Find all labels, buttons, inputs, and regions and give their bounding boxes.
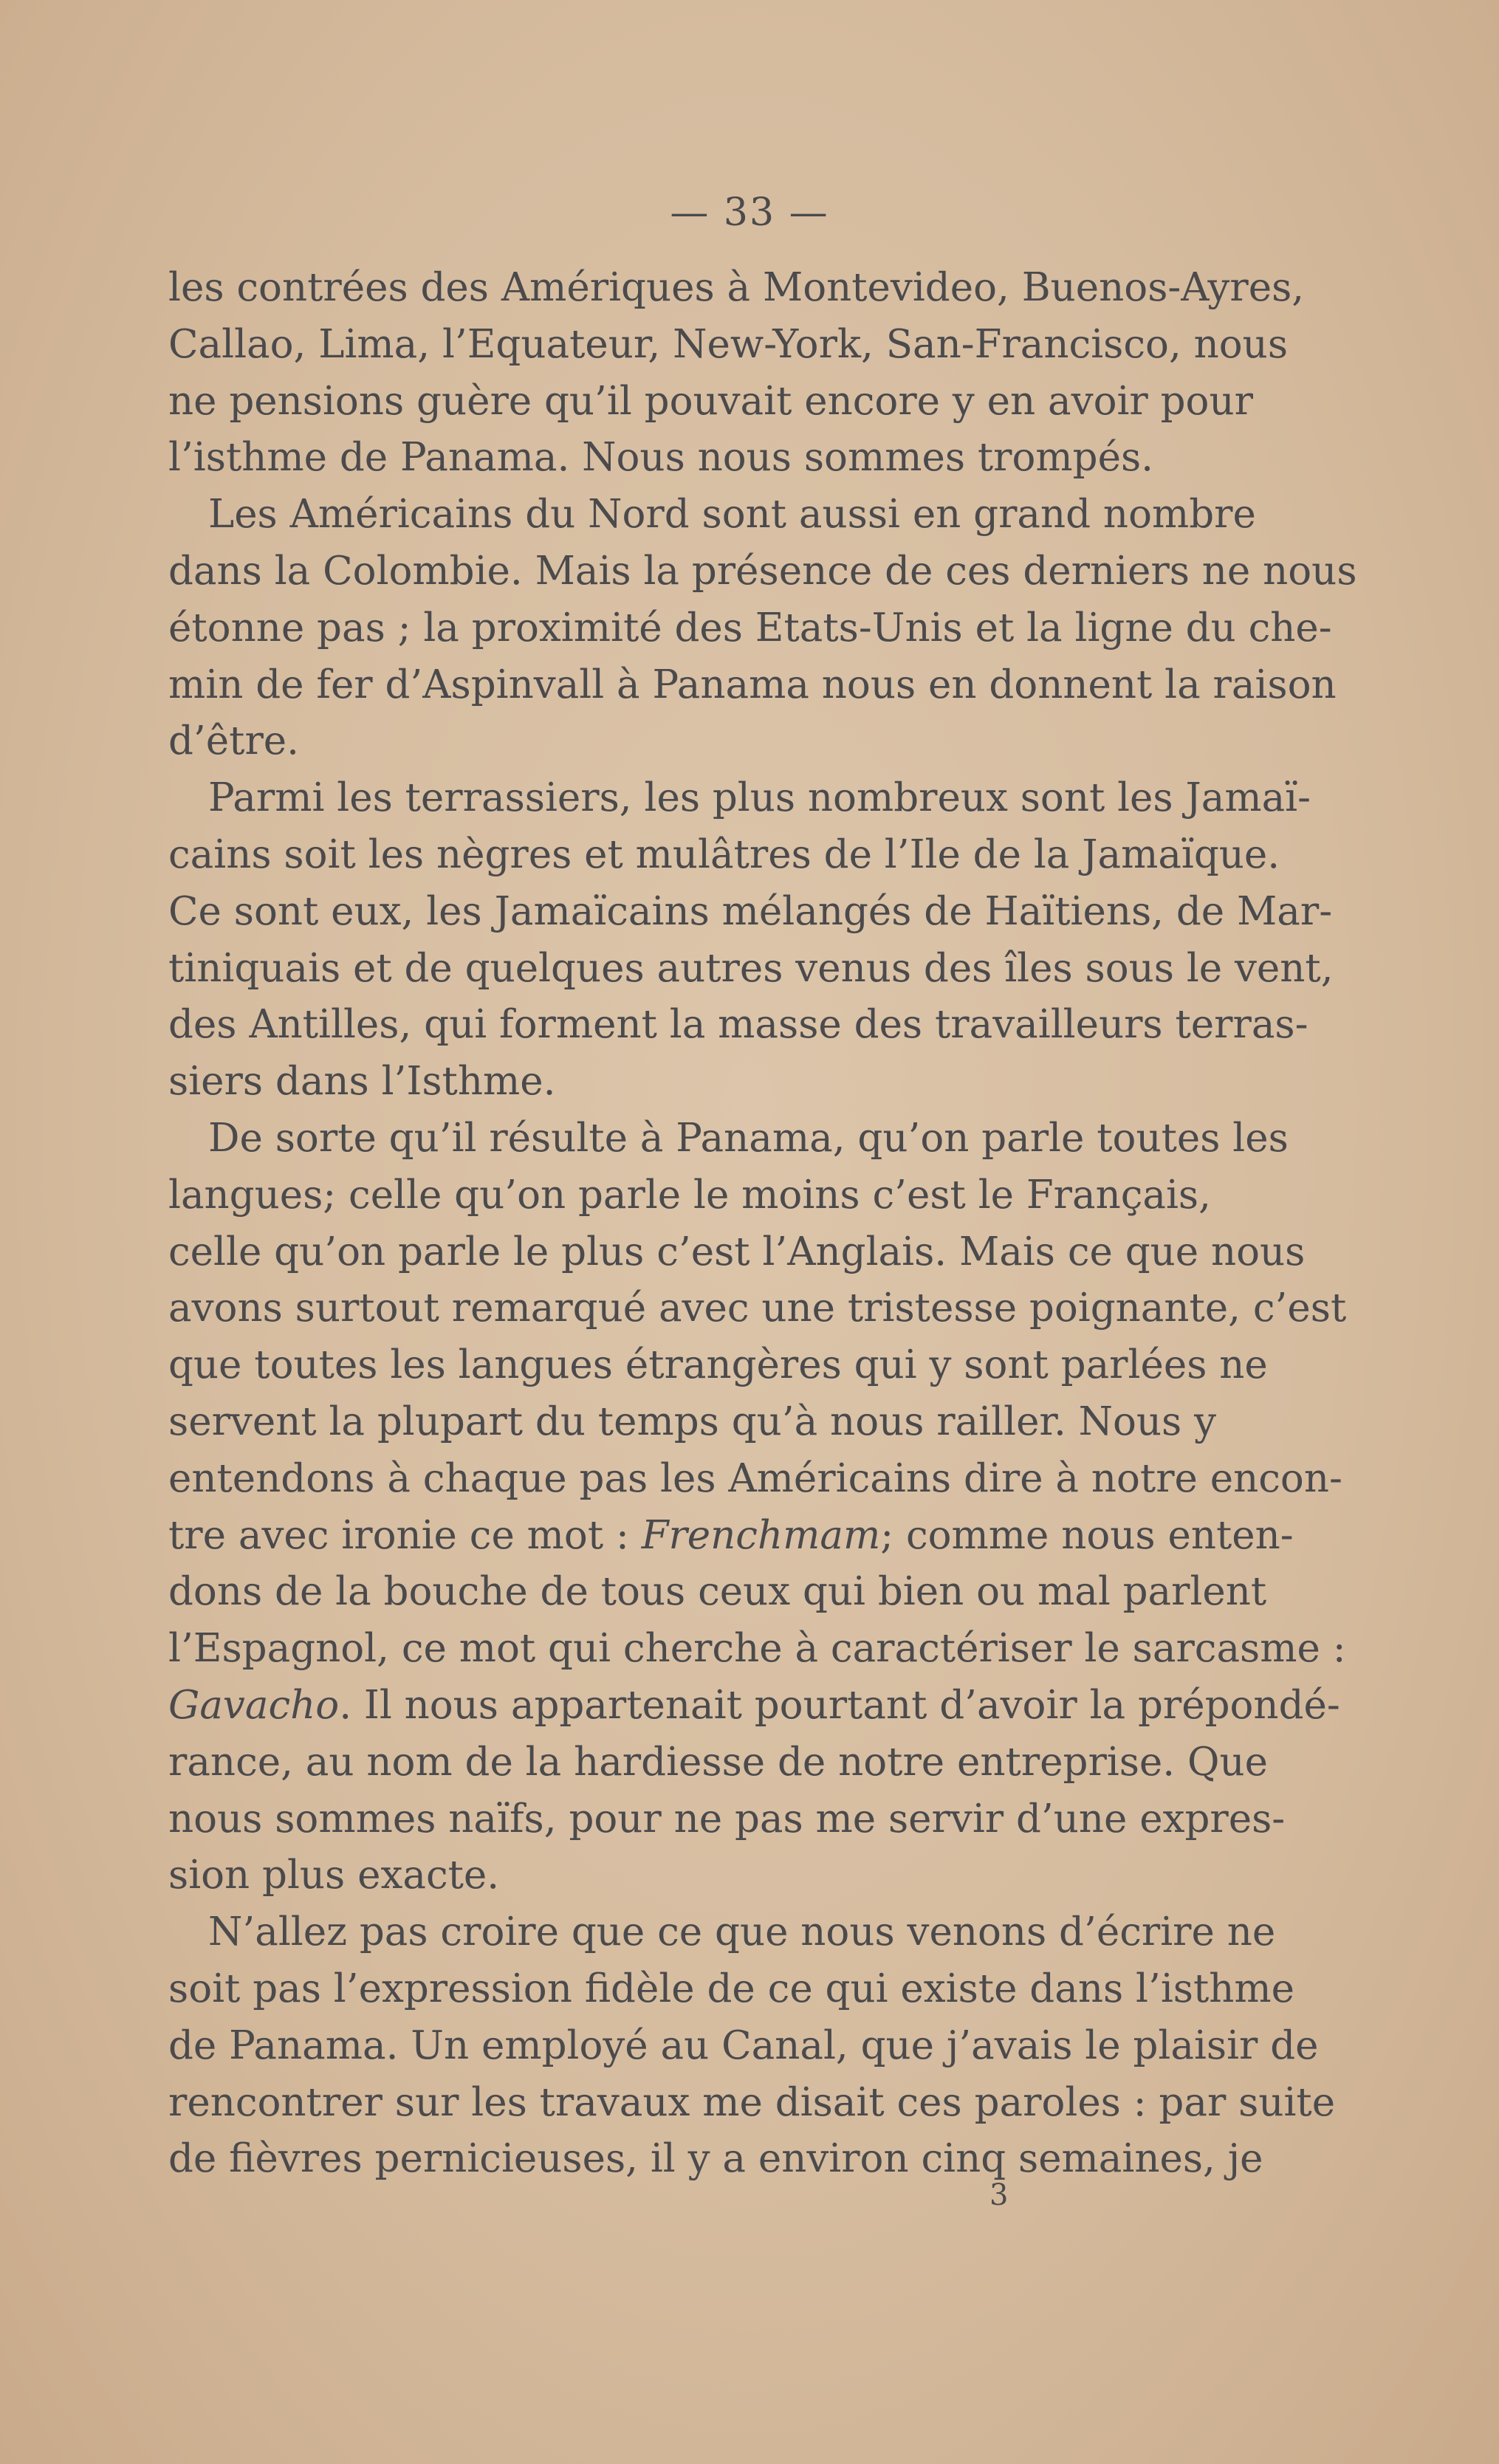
body-text <box>168 260 1357 2188</box>
text-line: l’Espagnol, ce mot qui cherche à caractériser le sarcasme : <box>168 1626 1346 1672</box>
text-line: servent la plupart du temps qu’à nous railler. Nous y <box>168 1399 1217 1444</box>
italic-word: Frenchmam <box>641 1512 881 1558</box>
text-line: de fièvres pernicieuses, il y a environ cinq semaines, je <box>168 2136 1263 2182</box>
italic-word: Gavacho <box>168 1682 340 1728</box>
signature-mark: 3 <box>989 2178 1009 2212</box>
text-line: N’allez pas croire que ce que nous venons d’écrire ne <box>208 1909 1276 1955</box>
text-line: étonne pas ; la proximité des Etats-Unis et la ligne du che- <box>168 605 1332 651</box>
text-line: cains soit les nègres et mulâtres de l’Ile de la Jamaïque. <box>168 831 1280 877</box>
text-line: ne pensions guère qu’il pouvait encore y en avoir pour <box>168 378 1253 424</box>
text-line: nous sommes naïfs, pour ne pas me servir d’une expres- <box>168 1796 1286 1842</box>
text-line <box>168 1508 1294 1565</box>
text-line: de Panama. Un employé au Canal, que j’avais le plaisir de <box>168 2022 1319 2068</box>
text-line: Les Américains du Nord sont aussi en grand nombre <box>208 492 1256 538</box>
text-line: entendons à chaque pas les Américains dire à notre encon- <box>168 1455 1342 1501</box>
text-line: les contrées des Amériques à Montevideo, Buenos-Ayres, <box>168 265 1305 310</box>
text-segment: tre avec ironie ce mot : <box>168 1512 642 1558</box>
text-line: Ce sont eux, les Jamaïcains mélangés de Haïtiens, de Mar- <box>168 888 1333 934</box>
text-line: siers dans l’Isthme. <box>168 1059 556 1105</box>
text-line: tiniquais et de quelques autres venus des îles sous le vent, <box>168 945 1334 991</box>
text-line: De sorte qu’il résulte à Panama, qu’on parle toutes les <box>208 1115 1289 1161</box>
text-segment: . Il nous appartenait pourtant d’avoir la prépondé- <box>339 1682 1340 1728</box>
text-line: celle qu’on parle le plus c’est l’Anglais. Mais ce que nous <box>168 1229 1306 1274</box>
text-line: min de fer d’Aspinvall à Panama nous en donnent la raison <box>168 662 1337 707</box>
text-line: avons surtout remarqué avec une tristesse poignante, c’est <box>168 1286 1347 1331</box>
text-line: soit pas l’expression fidèle de ce qui existe dans l’isthme <box>168 1966 1295 2011</box>
text-line: l’isthme de Panama. Nous nous sommes trompés. <box>168 435 1154 481</box>
text-line: dons de la bouche de tous ceux qui bien ou mal parlent <box>168 1569 1267 1615</box>
text-line: Parmi les terrassiers, les plus nombreux sont les Jamaï- <box>208 775 1311 821</box>
text-line: dans la Colombie. Mais la présence de ces derniers ne nous <box>168 548 1357 594</box>
text-line: Callao, Lima, l’Equateur, New-York, San-Francisco, nous <box>168 321 1289 367</box>
text-line: rance, au nom de la hardiesse de notre entreprise. Que <box>168 1739 1268 1785</box>
text-line: langues; celle qu’on parle le moins c’est le Français, <box>168 1172 1211 1218</box>
text-line: sion plus exacte. <box>168 1853 500 1898</box>
text-line: des Antilles, qui forment la masse des travailleurs terras- <box>168 1002 1308 1048</box>
page-number-header: — 33 — <box>670 191 829 235</box>
text-line: que toutes les langues étrangères qui y sont parlées ne <box>168 1342 1268 1388</box>
text-line <box>168 1678 1340 1734</box>
text-segment: ; comme nous enten- <box>880 1512 1294 1558</box>
text-line: rencontrer sur les travaux me disait ces paroles : par suite <box>168 2079 1336 2125</box>
text-line: d’être. <box>168 718 299 764</box>
